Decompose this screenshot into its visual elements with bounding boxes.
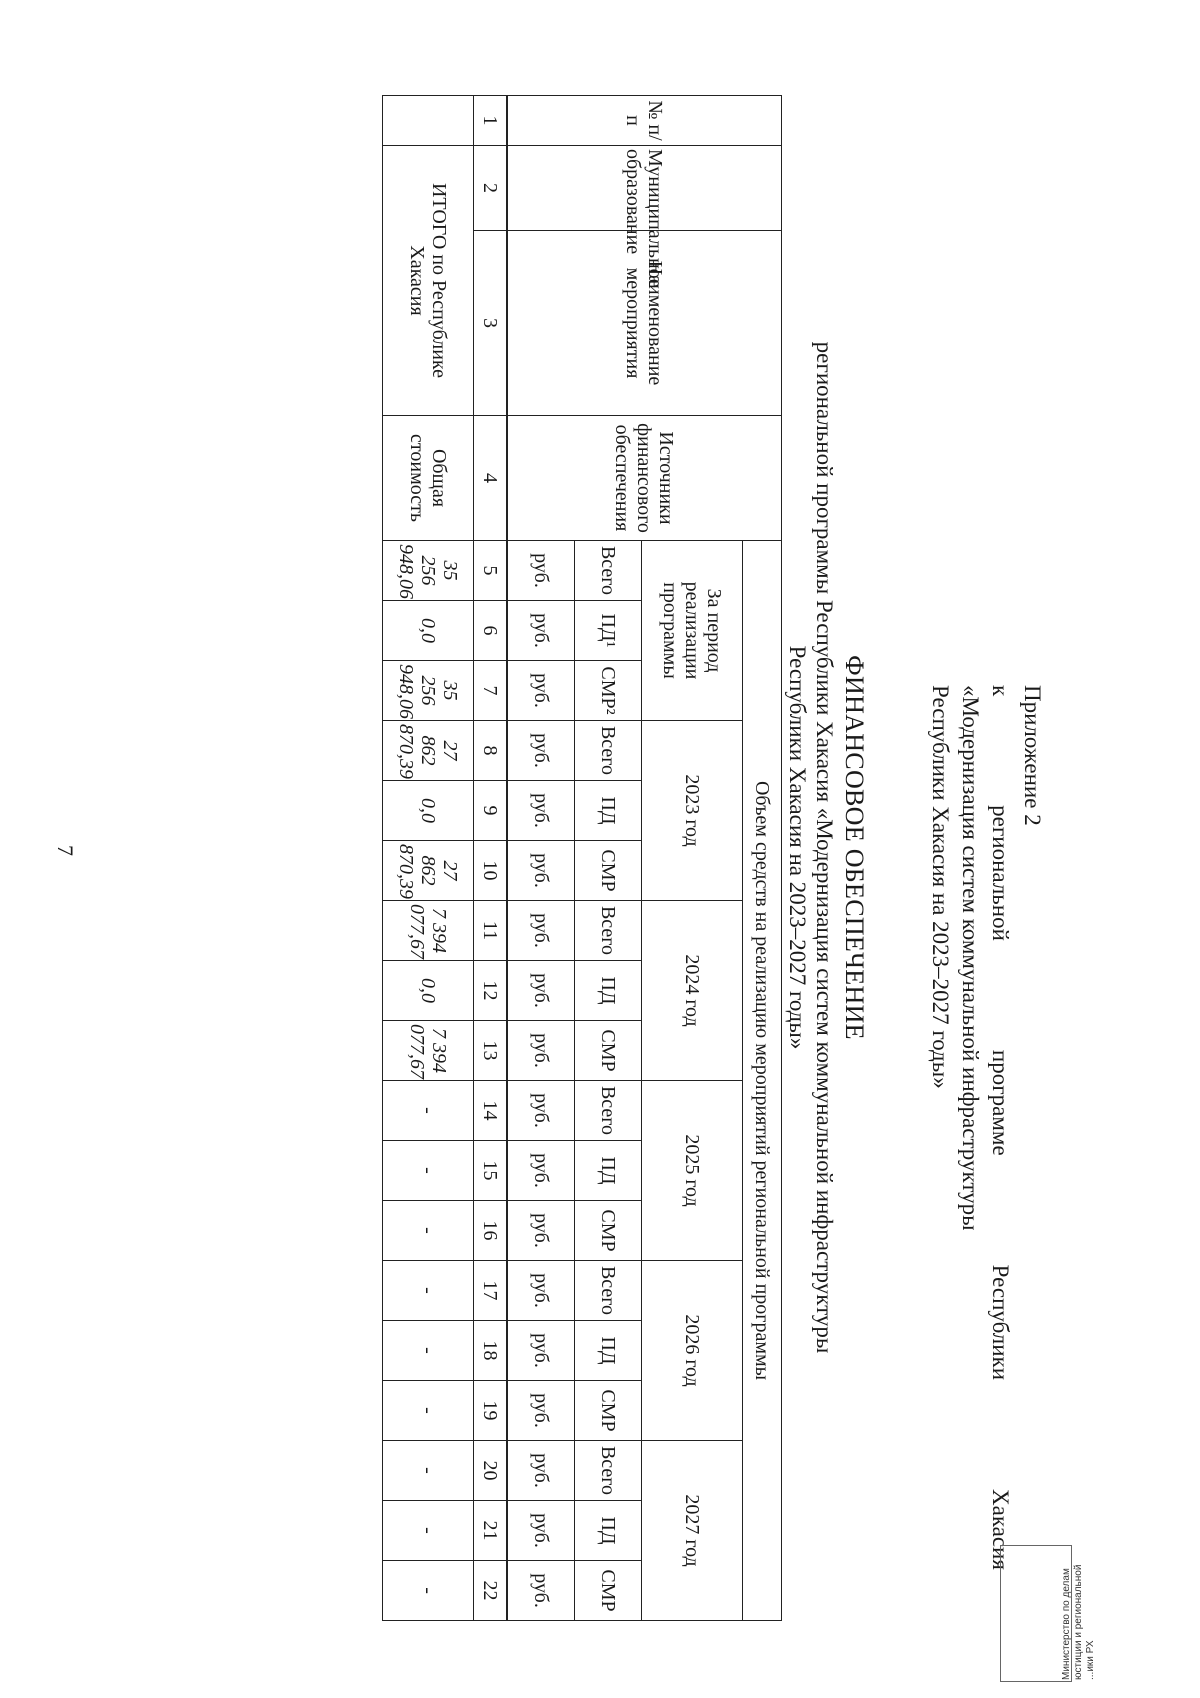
unit-cell: руб. xyxy=(507,1021,575,1081)
stamp-line: юстиции и региональной xyxy=(1073,1564,1084,1680)
column-number: 11 xyxy=(474,901,508,961)
annex-word: программе xyxy=(988,1049,1013,1156)
column-number: 13 xyxy=(474,1021,508,1081)
value-cell: - xyxy=(383,1321,474,1381)
value-cell: - xyxy=(383,1081,474,1141)
sub-header-total: Всего xyxy=(575,1441,642,1501)
value-cell: - xyxy=(383,1141,474,1201)
stamp-line: ...ики РХ xyxy=(1085,1640,1096,1680)
column-number: 17 xyxy=(474,1261,508,1321)
unit-cell: руб. xyxy=(507,1441,575,1501)
column-number: 18 xyxy=(474,1321,508,1381)
annex-block xyxy=(905,95,1045,1600)
header-volume: Объем средств на реализацию мероприятий региональной программы xyxy=(743,541,782,1621)
value-cell: 27 862 870,39 xyxy=(383,841,474,901)
table-row-total xyxy=(383,96,474,1621)
value-cell: 0,0 xyxy=(383,961,474,1021)
column-number: 10 xyxy=(474,841,508,901)
sub-header-smr: СМР xyxy=(575,1561,642,1621)
sub-header-smr: СМР xyxy=(575,1021,642,1081)
unit-cell: руб. xyxy=(507,1081,575,1141)
value-cell: - xyxy=(383,1561,474,1621)
stamp-line: Министерство по делам xyxy=(1061,1568,1072,1680)
sub-header-total: Всего xyxy=(575,721,642,781)
value-cell: 35 256 948,06 xyxy=(383,661,474,721)
unit-cell: руб. xyxy=(507,601,575,661)
document-subtitle-2: Республики Хакасия на 2023–2027 годы» xyxy=(785,645,810,1050)
value-cell: 7 394 077,67 xyxy=(383,1021,474,1081)
header-year-2023: 2023 год xyxy=(642,721,743,901)
value-cell: - xyxy=(383,1441,474,1501)
page-number: 7 xyxy=(53,845,78,856)
header-row-1 xyxy=(743,96,782,1621)
annex-line-1 xyxy=(987,685,1013,1570)
column-number: 15 xyxy=(474,1141,508,1201)
column-number: 20 xyxy=(474,1441,508,1501)
registration-stamp xyxy=(1000,1545,1096,1682)
sub-header-pd: ПД xyxy=(575,1321,642,1381)
landscape-content xyxy=(165,95,1045,1612)
stamp-text xyxy=(1061,1550,1097,1680)
column-number: 3 xyxy=(474,231,508,416)
unit-cell: руб. xyxy=(507,901,575,961)
annex-line-3: Республики Хакасия на 2023–2027 годы» xyxy=(928,685,953,1089)
column-number: 12 xyxy=(474,961,508,1021)
sub-header-smr: СМР xyxy=(575,841,642,901)
unit-cell: руб. xyxy=(507,1501,575,1561)
total-label: ИТОГО по Республике Хакасия xyxy=(383,146,474,416)
annex-word: региональной xyxy=(988,805,1013,941)
header-period: За период реализации программы xyxy=(642,541,743,721)
unit-cell: руб. xyxy=(507,661,575,721)
unit-cell: руб. xyxy=(507,1261,575,1321)
value-cell: 0,0 xyxy=(383,781,474,841)
sub-header-total: Всего xyxy=(575,1261,642,1321)
header-year-2026: 2026 год xyxy=(642,1261,743,1441)
sub-header-pd: ПД xyxy=(575,781,642,841)
unit-cell: руб. xyxy=(507,1561,575,1621)
sub-header-total: Всего xyxy=(575,1081,642,1141)
unit-cell: руб. xyxy=(507,1201,575,1261)
column-number: 8 xyxy=(474,721,508,781)
document-subtitle-1: региональной программы Республики Хакасия «Модернизация систем коммунальной инфраструктуры xyxy=(812,341,837,1354)
value-cell: 0,0 xyxy=(383,601,474,661)
annex-word: к xyxy=(988,685,1013,697)
column-number: 22 xyxy=(474,1561,508,1621)
sub-header-pd: ПД xyxy=(575,961,642,1021)
sub-header-pd: ПД¹ xyxy=(575,601,642,661)
sub-header-pd: ПД xyxy=(575,1501,642,1561)
annex-line-2: «Модернизация систем коммунальной инфраструктуры xyxy=(958,685,983,1231)
unit-cell: руб. xyxy=(507,1141,575,1201)
header-measure: Наименование мероприятия xyxy=(507,231,782,416)
sub-header-smr: СМР xyxy=(575,1381,642,1441)
sub-header-pd: ПД xyxy=(575,1141,642,1201)
value-cell: 35 256 948,06 xyxy=(383,541,474,601)
value-cell: 7 394 077,67 xyxy=(383,901,474,961)
value-cell: - xyxy=(383,1381,474,1441)
column-number: 14 xyxy=(474,1081,508,1141)
unit-cell: руб. xyxy=(507,541,575,601)
value-cell: - xyxy=(383,1501,474,1561)
sub-header-total: Всего xyxy=(575,541,642,601)
value-cell: - xyxy=(383,1201,474,1261)
unit-cell: руб. xyxy=(507,721,575,781)
sub-header-smr: СМР xyxy=(575,1201,642,1261)
document-heading xyxy=(784,95,870,1600)
header-year-2027: 2027 год xyxy=(642,1441,743,1621)
value-cell: - xyxy=(383,1261,474,1321)
header-source: Источники финансового обеспечения xyxy=(507,416,782,541)
column-number: 9 xyxy=(474,781,508,841)
column-number: 7 xyxy=(474,661,508,721)
annex-title: Приложение 2 xyxy=(1020,685,1045,826)
annex-word: Хакасия xyxy=(988,1489,1013,1570)
header-num: № п/п xyxy=(507,96,782,146)
sub-header-smr: СМР² xyxy=(575,661,642,721)
total-source: Общая стоимость xyxy=(383,416,474,541)
value-cell: 27 862 870,39 xyxy=(383,721,474,781)
column-number: 19 xyxy=(474,1381,508,1441)
unit-cell: руб. xyxy=(507,1381,575,1441)
column-number: 2 xyxy=(474,146,508,231)
unit-cell: руб. xyxy=(507,961,575,1021)
column-number: 6 xyxy=(474,601,508,661)
column-number: 1 xyxy=(474,96,508,146)
annex-word: Республики xyxy=(988,1264,1013,1381)
column-number-row xyxy=(474,96,508,1621)
cell-empty xyxy=(383,96,474,146)
header-municipality: Муниципальное образование xyxy=(507,146,782,231)
header-year-2024: 2024 год xyxy=(642,901,743,1081)
financing-table xyxy=(382,95,782,1621)
unit-cell: руб. xyxy=(507,841,575,901)
column-number: 4 xyxy=(474,416,508,541)
unit-cell: руб. xyxy=(507,781,575,841)
column-number: 5 xyxy=(474,541,508,601)
document-title: ФИНАНСОВОЕ ОБЕСПЕЧЕНИЕ xyxy=(840,655,869,1040)
sub-header-total: Всего xyxy=(575,901,642,961)
header-year-2025: 2025 год xyxy=(642,1081,743,1261)
column-number: 16 xyxy=(474,1201,508,1261)
unit-cell: руб. xyxy=(507,1321,575,1381)
column-number: 21 xyxy=(474,1501,508,1561)
